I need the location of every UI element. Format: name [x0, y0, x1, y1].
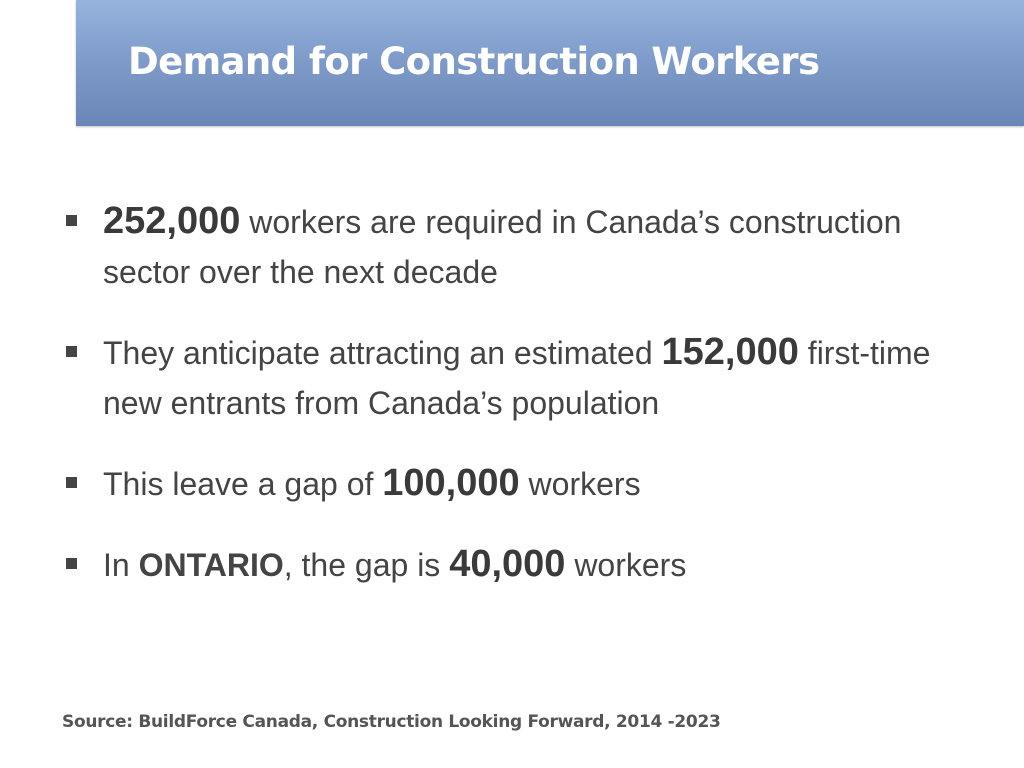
bullet-text: workers — [565, 547, 687, 583]
bullet-item — [62, 196, 982, 297]
stat-number: 100,000 — [382, 462, 520, 504]
bullet-text: This leave a gap of — [103, 466, 383, 502]
square-bullet-icon — [66, 477, 77, 488]
bullet-text: , the gap is — [283, 547, 450, 583]
bullet-item — [62, 458, 982, 509]
square-bullet-icon — [66, 215, 77, 226]
stat-number: 252,000 — [103, 200, 241, 242]
bullet-text: first-time new entrants from Canada’s population — [103, 335, 931, 421]
bullet-text: workers are required in Canada’s construction sector over the next decade — [103, 204, 902, 290]
bullet-list — [62, 196, 982, 590]
slide-title: Demand for Construction Workers — [128, 40, 820, 83]
title-bar — [76, 0, 1024, 126]
stat-number: 152,000 — [661, 331, 799, 373]
square-bullet-icon — [66, 346, 77, 357]
stat-number: 40,000 — [449, 543, 566, 585]
square-bullet-icon — [66, 558, 77, 569]
bullet-text: In — [103, 547, 139, 583]
source-citation: Source: BuildForce Canada, Construction Looking Forward, 2014 -2023 — [62, 712, 721, 732]
bullet-text: They anticipate attracting an estimated — [103, 335, 662, 371]
bullet-text: workers — [519, 466, 641, 502]
bullet-item — [62, 539, 982, 590]
bullet-item — [62, 327, 982, 428]
region-name: ONTARIO — [138, 547, 284, 583]
